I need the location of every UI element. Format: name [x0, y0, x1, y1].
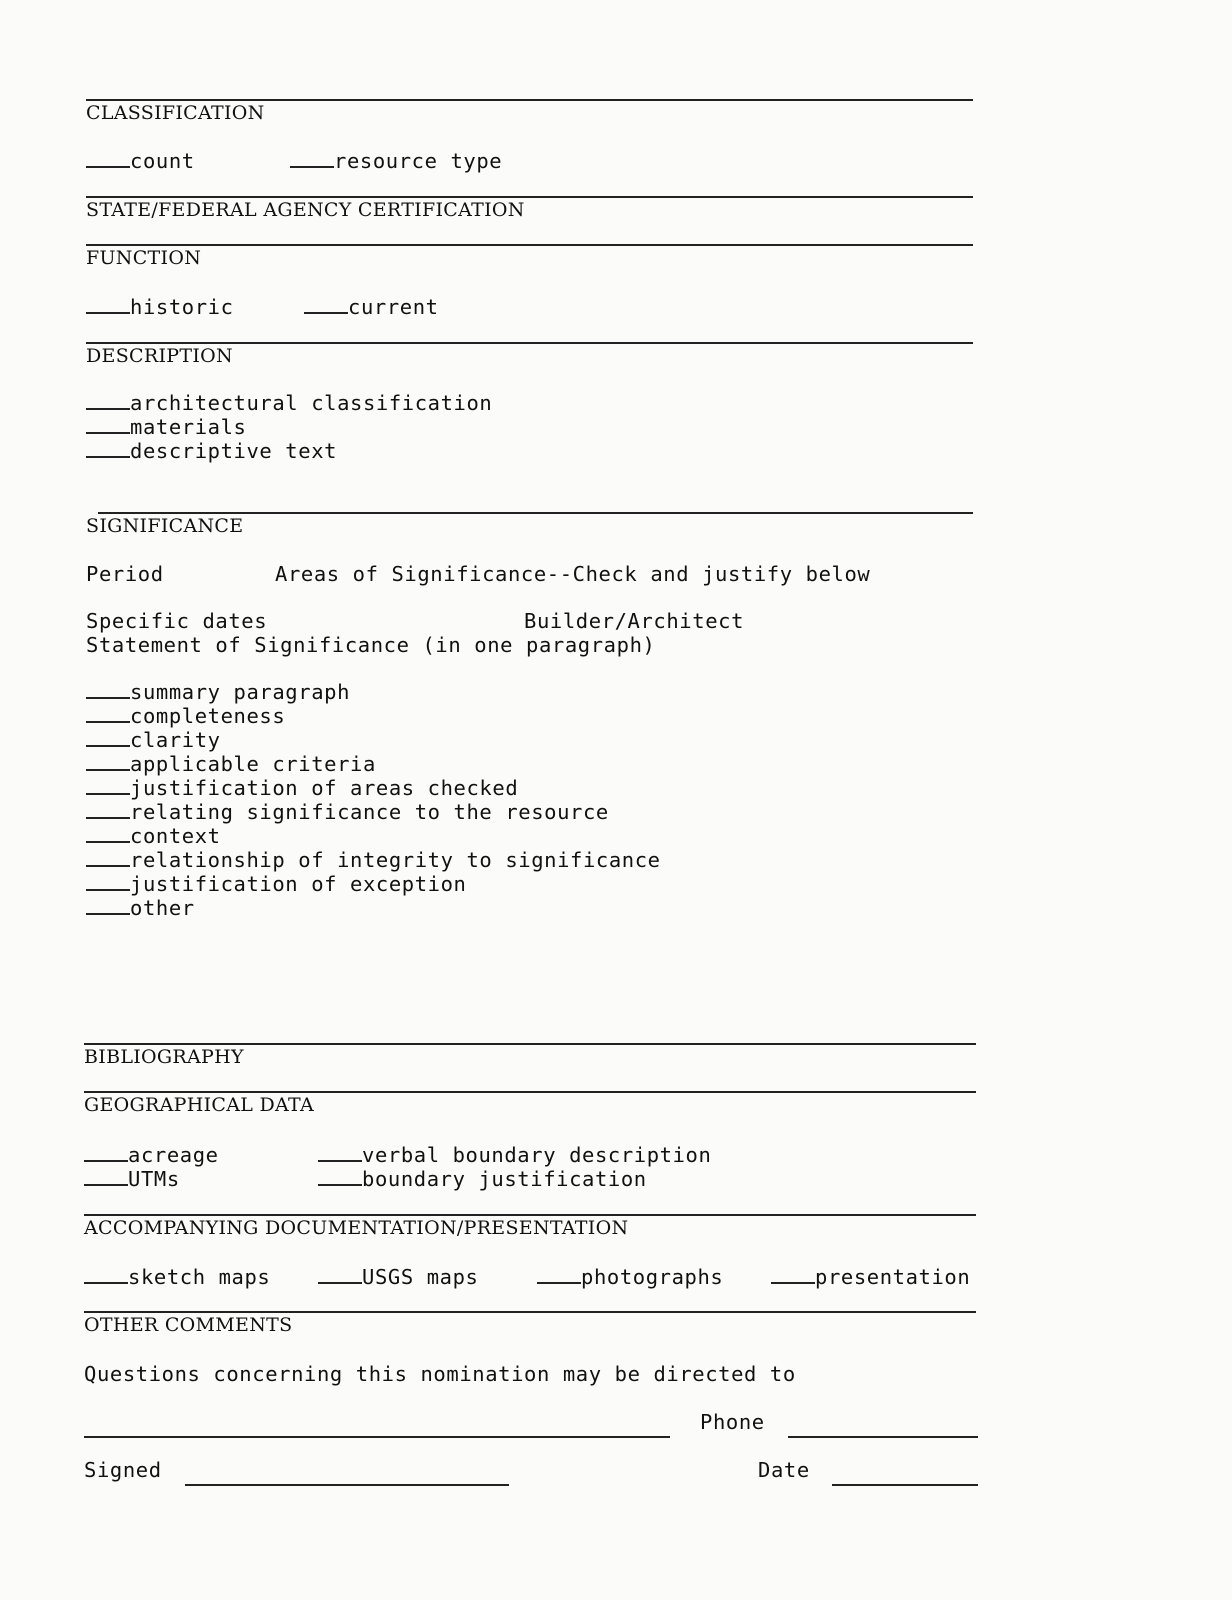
item-label: resource type	[334, 149, 503, 173]
item-label: completeness	[130, 704, 286, 728]
item-label: other	[130, 896, 195, 920]
date-field[interactable]	[832, 1484, 978, 1486]
state-federal-heading: STATE/FEDERAL AGENCY CERTIFICATION	[86, 199, 525, 221]
check-blank[interactable]	[318, 1281, 362, 1284]
geographical-data-heading: GEOGRAPHICAL DATA	[84, 1094, 314, 1116]
checkbox-item-resource-type[interactable]	[290, 151, 502, 172]
item-label: materials	[130, 415, 247, 439]
check-blank[interactable]	[86, 165, 130, 168]
section-rule	[84, 1214, 976, 1216]
checkbox-item-descriptive-text[interactable]	[86, 441, 337, 462]
date-label: Date	[758, 1458, 810, 1482]
checkbox-item-presentation[interactable]	[771, 1267, 970, 1288]
check-blank[interactable]	[86, 768, 130, 771]
item-label: relationship of integrity to significance	[130, 848, 661, 872]
signed-label: Signed	[84, 1458, 162, 1482]
checkbox-item-relating-significance[interactable]	[86, 802, 609, 823]
statement-label: Statement of Significance (in one paragraph)	[86, 633, 656, 657]
item-label: summary paragraph	[130, 680, 351, 704]
section-rule	[84, 1043, 976, 1045]
item-label: relating significance to the resource	[130, 800, 609, 824]
item-label: justification of areas checked	[130, 776, 519, 800]
check-blank[interactable]	[86, 792, 130, 795]
item-label: USGS maps	[362, 1265, 479, 1289]
item-label: presentation	[815, 1265, 971, 1289]
item-label: sketch maps	[128, 1265, 271, 1289]
section-rule	[86, 99, 973, 101]
item-label: descriptive text	[130, 439, 338, 463]
other-comments-heading: OTHER COMMENTS	[84, 1314, 293, 1336]
checkbox-item-verbal-boundary[interactable]	[318, 1145, 711, 1166]
classification-heading: CLASSIFICATION	[86, 102, 265, 124]
builder-architect-label: Builder/Architect	[524, 609, 745, 633]
check-blank[interactable]	[86, 744, 130, 747]
bibliography-heading: BIBLIOGRAPHY	[84, 1046, 244, 1068]
check-blank[interactable]	[86, 407, 130, 410]
check-blank[interactable]	[84, 1159, 128, 1162]
item-label: current	[348, 295, 439, 319]
checkbox-item-other[interactable]	[86, 898, 195, 919]
signature-field[interactable]	[185, 1484, 509, 1486]
checkbox-item-clarity[interactable]	[86, 730, 221, 751]
item-label: boundary justification	[362, 1167, 647, 1191]
section-rule	[84, 1091, 976, 1093]
check-blank[interactable]	[86, 455, 130, 458]
checkbox-item-current[interactable]	[304, 297, 439, 318]
section-rule	[84, 1311, 976, 1313]
checkbox-item-photographs[interactable]	[537, 1267, 723, 1288]
check-blank[interactable]	[86, 912, 130, 915]
checkbox-item-relationship-of-integrity[interactable]	[86, 850, 661, 871]
checkbox-item-applicable-criteria[interactable]	[86, 754, 376, 775]
check-blank[interactable]	[318, 1183, 362, 1186]
section-rule	[98, 512, 973, 514]
section-rule	[86, 244, 973, 246]
check-blank[interactable]	[86, 720, 130, 723]
check-blank[interactable]	[86, 816, 130, 819]
checkbox-item-summary-paragraph[interactable]	[86, 682, 350, 703]
check-blank[interactable]	[537, 1281, 581, 1284]
specific-dates-label: Specific dates	[86, 609, 268, 633]
areas-of-significance-label: Areas of Significance--Check and justify below	[275, 562, 871, 586]
item-label: applicable criteria	[130, 752, 376, 776]
check-blank[interactable]	[86, 840, 130, 843]
checkbox-item-justification-of-exception[interactable]	[86, 874, 467, 895]
item-label: justification of exception	[130, 872, 467, 896]
check-blank[interactable]	[84, 1281, 128, 1284]
item-label: architectural classification	[130, 391, 493, 415]
checkbox-item-architectural-classification[interactable]	[86, 393, 492, 414]
questions-text: Questions concerning this nomination may be directed to	[84, 1362, 796, 1386]
checkbox-item-materials[interactable]	[86, 417, 246, 438]
item-label: context	[130, 824, 221, 848]
checkbox-item-acreage[interactable]	[84, 1145, 219, 1166]
item-label: clarity	[130, 728, 221, 752]
check-blank[interactable]	[86, 431, 130, 434]
check-blank[interactable]	[318, 1159, 362, 1162]
item-label: acreage	[128, 1143, 219, 1167]
item-label: UTMs	[128, 1167, 180, 1191]
item-label: photographs	[581, 1265, 724, 1289]
period-label: Period	[86, 562, 164, 586]
check-blank[interactable]	[290, 165, 334, 168]
check-blank[interactable]	[86, 864, 130, 867]
check-blank[interactable]	[86, 888, 130, 891]
checkbox-item-completeness[interactable]	[86, 706, 285, 727]
checkbox-item-utms[interactable]	[84, 1169, 180, 1190]
checkbox-item-sketch-maps[interactable]	[84, 1267, 270, 1288]
check-blank[interactable]	[86, 311, 130, 314]
phone-field[interactable]	[788, 1436, 978, 1438]
section-rule	[86, 342, 973, 344]
check-blank[interactable]	[304, 311, 348, 314]
contact-name-field[interactable]	[84, 1436, 670, 1438]
description-heading: DESCRIPTION	[86, 345, 233, 367]
function-heading: FUNCTION	[86, 247, 202, 269]
phone-label: Phone	[700, 1410, 765, 1434]
section-rule	[86, 196, 973, 198]
significance-heading: SIGNIFICANCE	[86, 515, 244, 537]
item-label: historic	[130, 295, 234, 319]
checkbox-item-count[interactable]	[86, 151, 195, 172]
checkbox-item-boundary-justification[interactable]	[318, 1169, 647, 1190]
item-label: count	[130, 149, 195, 173]
check-blank[interactable]	[86, 696, 130, 699]
checkbox-item-context[interactable]	[86, 826, 221, 847]
accompanying-heading: ACCOMPANYING DOCUMENTATION/PRESENTATION	[84, 1217, 629, 1239]
check-blank[interactable]	[84, 1183, 128, 1186]
checkbox-item-historic[interactable]	[86, 297, 234, 318]
checkbox-item-justification-of-areas[interactable]	[86, 778, 518, 799]
item-label: verbal boundary description	[362, 1143, 712, 1167]
checkbox-item-usgs-maps[interactable]	[318, 1267, 478, 1288]
check-blank[interactable]	[771, 1281, 815, 1284]
